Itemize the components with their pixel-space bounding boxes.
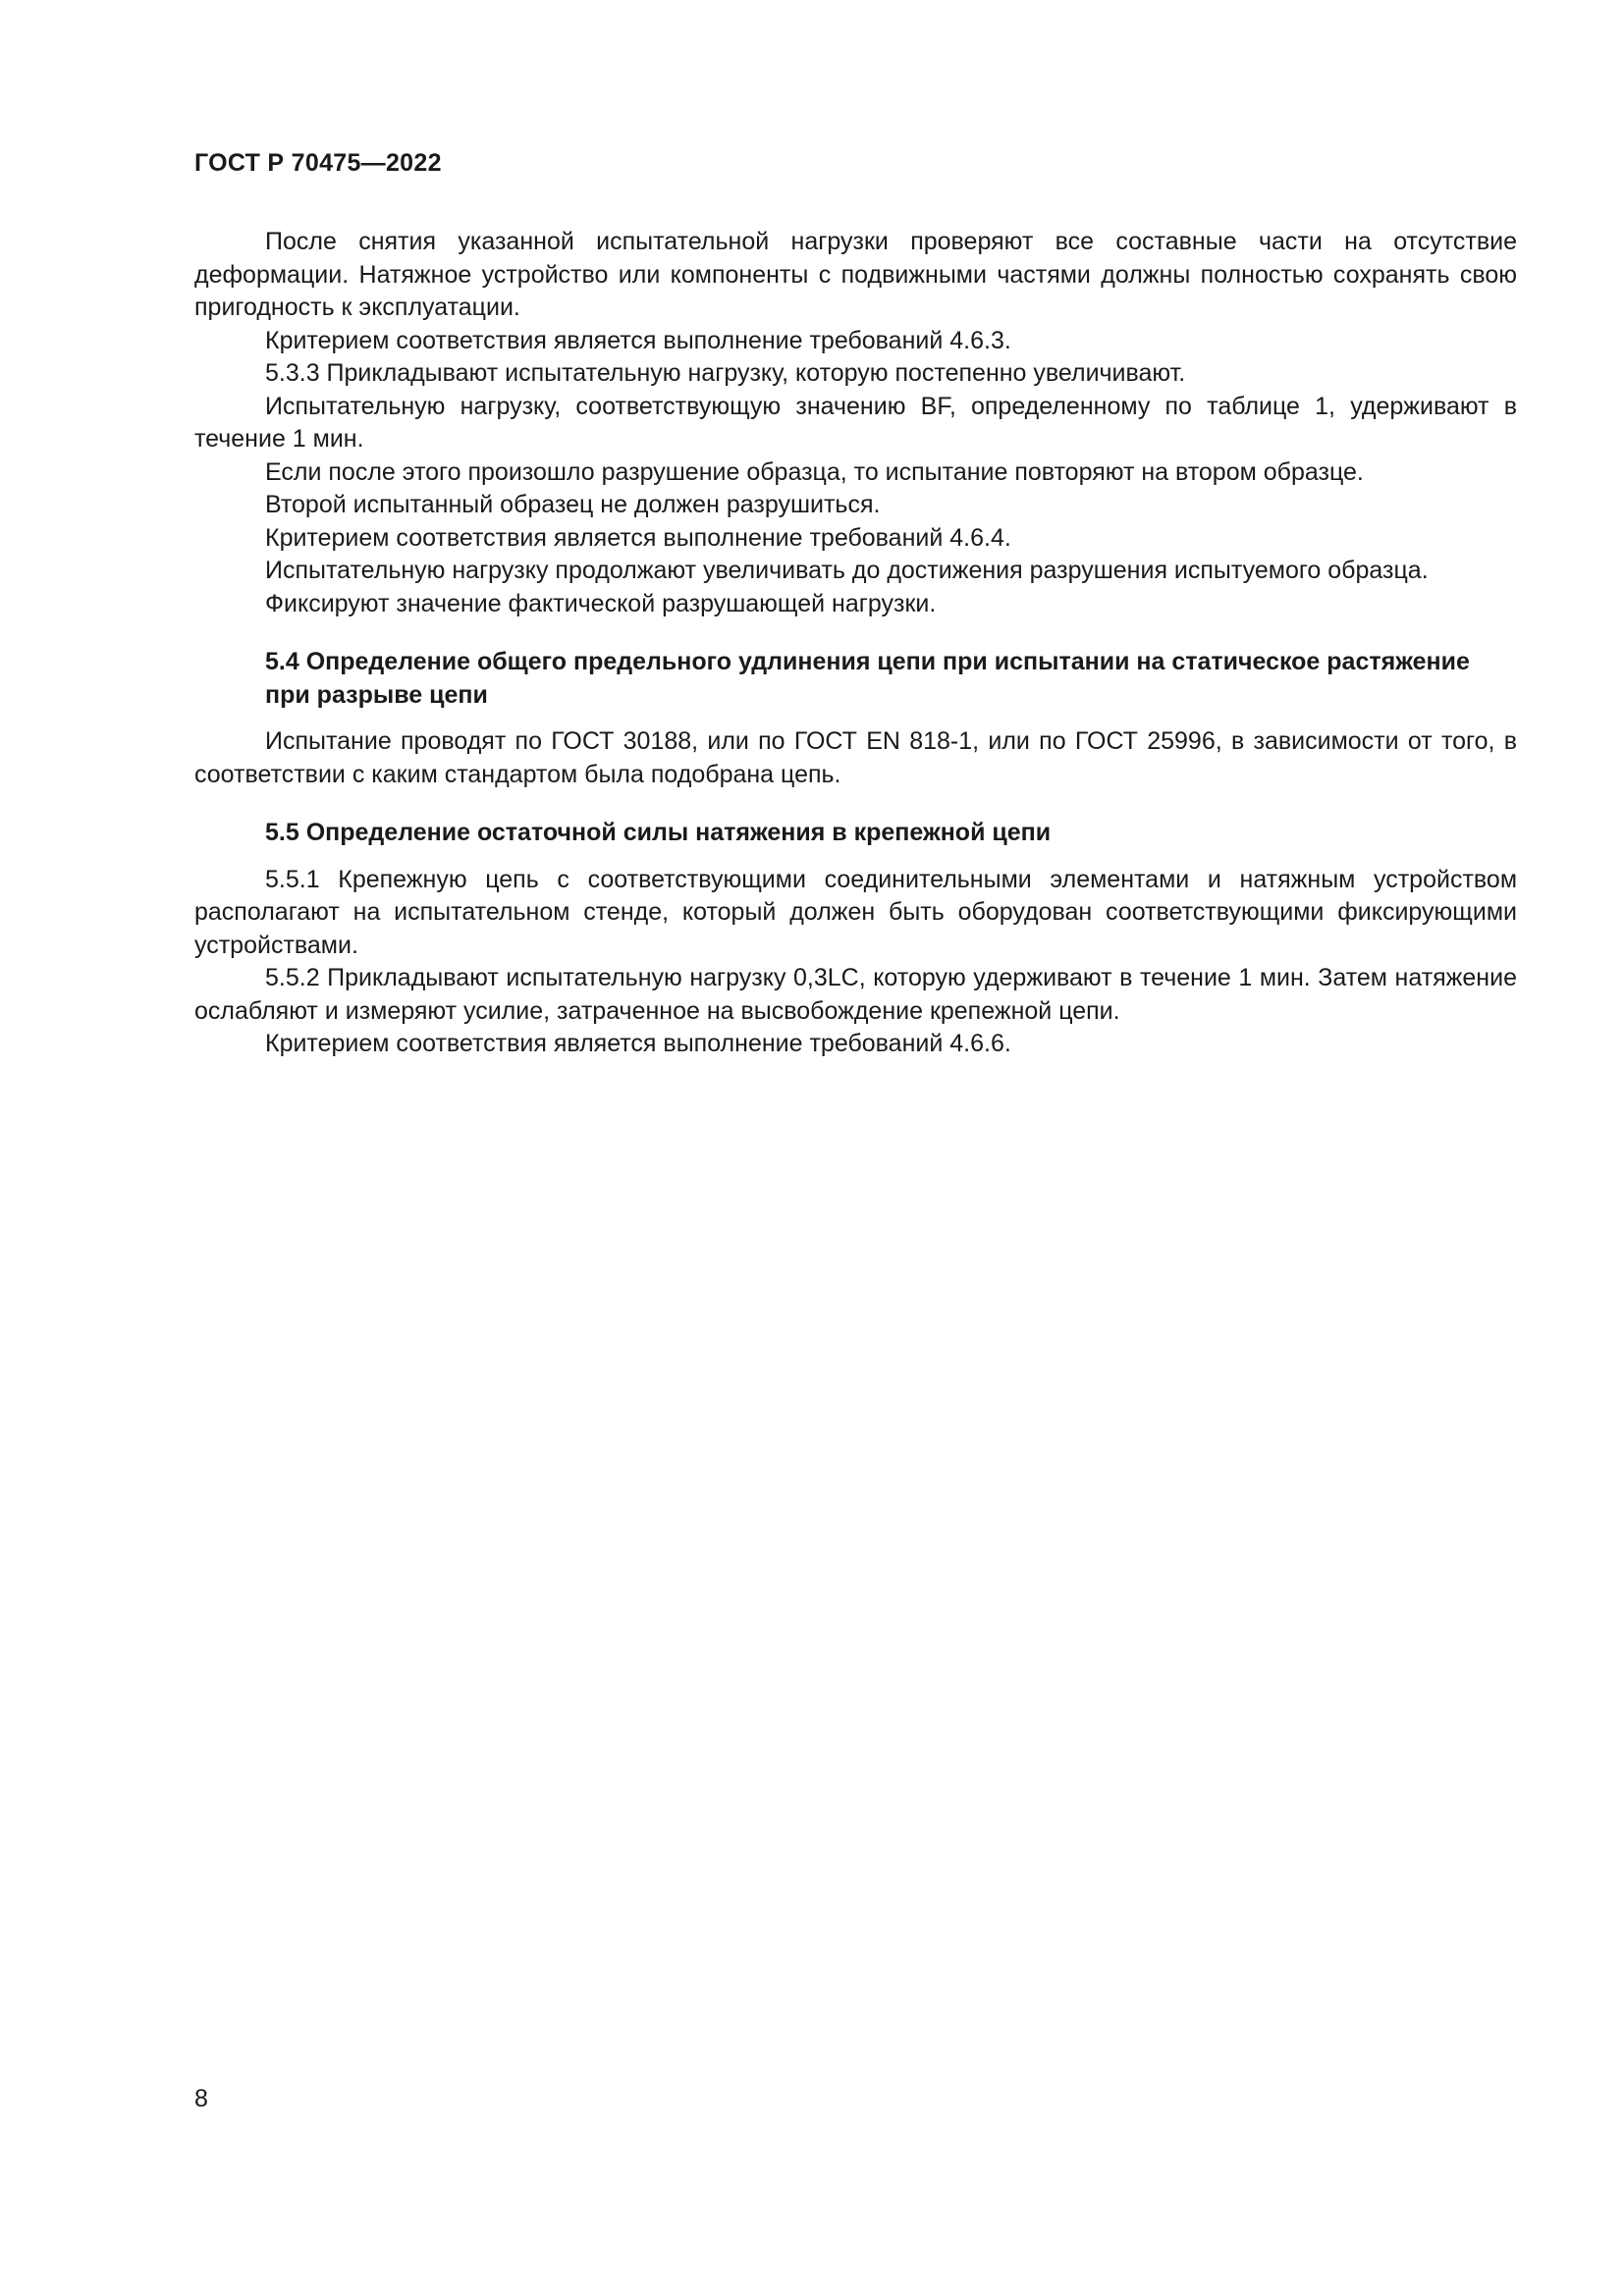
paragraph: Фиксируют значение фактической разрушающей нагрузки.: [265, 589, 937, 617]
section-heading-5-5: 5.5 Определение остаточной силы натяжения в крепежной цепи: [265, 819, 1052, 846]
paragraph: Испытание проводят по ГОСТ 30188, или по ГОСТ EN 818-1, или по ГОСТ 25996, в зависимости от того, в соответствии с каким стандартом была подобрана цепь.: [194, 727, 1517, 788]
paragraph: Если после этого произошло разрушение образца, то испытание повторяют на втором образце.: [265, 457, 1364, 486]
paragraph: 5.5.1 Крепежную цепь с соответствующими соединительными элементами и натяжным устройством располагают на испытательном стенде, который должен быть оборудован соответствующими фиксирующими устройствами.: [194, 865, 1517, 959]
paragraph: Испытательную нагрузку, соответствующую значению BF, определенному по таблице 1, удерживают в течение 1 мин.: [194, 392, 1517, 453]
page-number: 8: [194, 2085, 208, 2112]
paragraph: 5.5.2 Прикладывают испытательную нагрузку 0,3LC, которую удерживают в течение 1 мин. Затем натяжение ослабляют и измеряют усилие, затраченное на высвобождение крепежной цепи.: [194, 964, 1517, 1025]
paragraph: Критерием соответствия является выполнение требований 4.6.6.: [265, 1030, 1011, 1057]
document-body: [194, 226, 1517, 1061]
paragraph: После снятия указанной испытательной нагрузки проверяют все составные части на отсутствие деформации. Натяжное устройство или компоненты с подвижными частями должны полностью сохранять свою пригодность к эксплуатации.: [194, 228, 1517, 321]
paragraph: 5.3.3 Прикладывают испытательную нагрузку, которую постепенно увеличивают.: [265, 359, 1186, 387]
paragraph: Критерием соответствия является выполнение требований 4.6.4.: [265, 523, 1011, 552]
paragraph: Критерием соответствия является выполнение требований 4.6.3.: [265, 326, 1011, 354]
document-header: ГОСТ Р 70475—2022: [194, 149, 442, 177]
paragraph: Второй испытанный образец не должен разрушиться.: [265, 491, 881, 518]
section-heading-5-4: 5.4 Определение общего предельного удлинения цепи при испытании на статическое растяжение при разрыве цепи: [265, 648, 1470, 709]
paragraph: Испытательную нагрузку продолжают увеличивать до достижения разрушения испытуемого образца.: [265, 557, 1429, 584]
